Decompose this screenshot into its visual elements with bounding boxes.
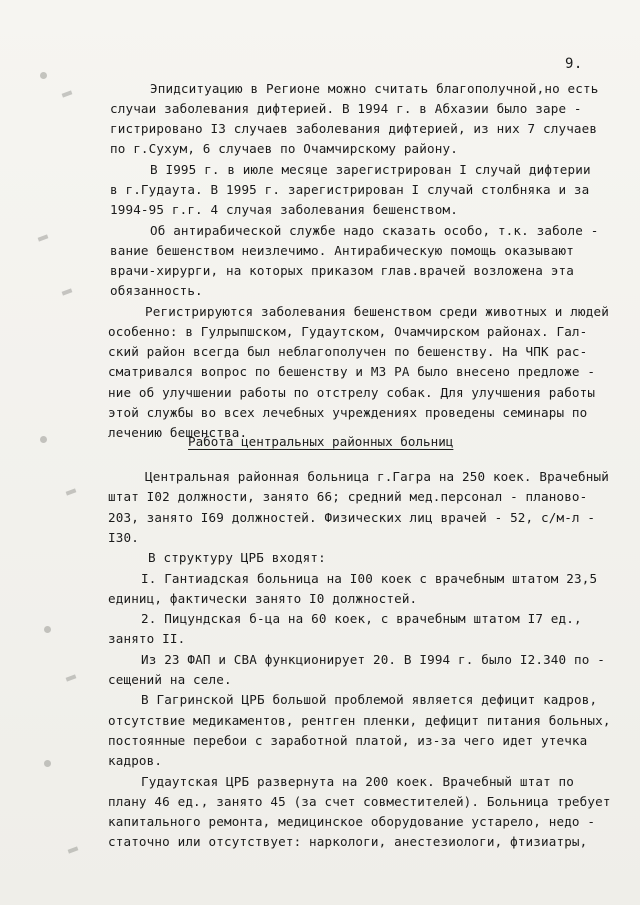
text-line: в г.Гудаута. В 1995 г. зарегистрирован I случай столбняка и за <box>110 182 590 197</box>
text-line: врачи-хирурги, на которых приказом глав.врачей возложена эта <box>110 263 574 278</box>
text-line: случаи заболевания дифтерией. В 1994 г. в Абхазии было заре - <box>110 101 582 116</box>
text-line: плану 46 ед., занято 45 (за счет совместителей). Больница требует <box>108 794 611 809</box>
text-line: Гудаутская ЦРБ развернута на 200 коек. Врачебный штат по <box>141 774 574 789</box>
text-line: Из 23 ФАП и СВА функционирует 20. В I994 г. было I2.340 по - <box>141 652 605 667</box>
section-heading: Работа центральных районных больниц <box>188 434 454 449</box>
text-line: Центральная районная больница г.Гагра на 250 коек. Врачебный <box>145 469 609 484</box>
text-line: особенно: в Гулрыпшском, Гудаутском, Очамчирском районах. Гал- <box>108 324 588 339</box>
text-line: ский район всегда был неблагополучен по бешенству. На ЧПК рас- <box>108 344 588 359</box>
text-line: 203, занято I69 должностей. Физических лиц врачей - 52, с/м-л - <box>108 510 596 525</box>
text-line: лечению бешенства. <box>108 425 248 440</box>
text-line: Об антирабической службе надо сказать особо, т.к. заболе - <box>150 223 599 238</box>
text-line: I. Гантиадская больница на I00 коек с врачебным штатом 23,5 <box>141 571 598 586</box>
text-line: капитального ремонта, медицинское оборудование устарело, недо - <box>108 814 596 829</box>
text-line: обязанность. <box>110 283 203 298</box>
text-line: I30. <box>108 530 139 545</box>
text-line: 1994-95 г.г. 4 случая заболевания бешенством. <box>110 202 458 217</box>
text-line: ние об улучшении работы по отстрелу собак. Для улучшения работы <box>108 385 596 400</box>
text-line: постоянные перебои с заработной платой, из-за чего идет утечка <box>108 733 588 748</box>
page-number: 9. <box>565 56 583 72</box>
text-line: отсутствие медикаментов, рентген пленки, дефицит питания больных, <box>108 713 611 728</box>
text-line: по г.Сухум, 6 случаев по Очамчирскому району. <box>110 141 458 156</box>
text-line: В структуру ЦРБ входят: <box>148 550 326 565</box>
text-line: Эпидситуацию в Регионе можно считать благополучной,но есть <box>150 81 599 96</box>
text-line: этой службы во всех лечебных учреждениях проведены семинары по <box>108 405 588 420</box>
text-line: единиц, фактически занято I0 должностей. <box>108 591 418 606</box>
text-line: сещений на селе. <box>108 672 232 687</box>
text-line: Регистрируются заболевания бешенством среди животных и людей <box>145 304 609 319</box>
text-line: гистрировано I3 случаев заболевания дифтерией, из них 7 случаев <box>110 121 598 136</box>
text-line: В Гагринской ЦРБ большой проблемой является дефицит кадров, <box>141 692 598 707</box>
text-line: штат I02 должности, занято 66; средний мед.персонал - планово- <box>108 489 588 504</box>
text-line: занято II. <box>108 631 186 646</box>
text-line: кадров. <box>108 753 163 768</box>
text-line: статочно или отсутствует: наркологи, анестезиологи, фтизиатры, <box>108 834 588 849</box>
text-line: 2. Пицундская б-ца на 60 коек, с врачебным штатом I7 ед., <box>141 611 582 626</box>
text-line: сматривался вопрос по бешенству и МЗ РА было внесено предложе - <box>108 364 596 379</box>
text-line: В I995 г. в июле месяце зарегистрирован I случай дифтерии <box>150 162 591 177</box>
text-line: вание бешенством неизлечимо. Антирабическую помощь оказывают <box>110 243 574 258</box>
